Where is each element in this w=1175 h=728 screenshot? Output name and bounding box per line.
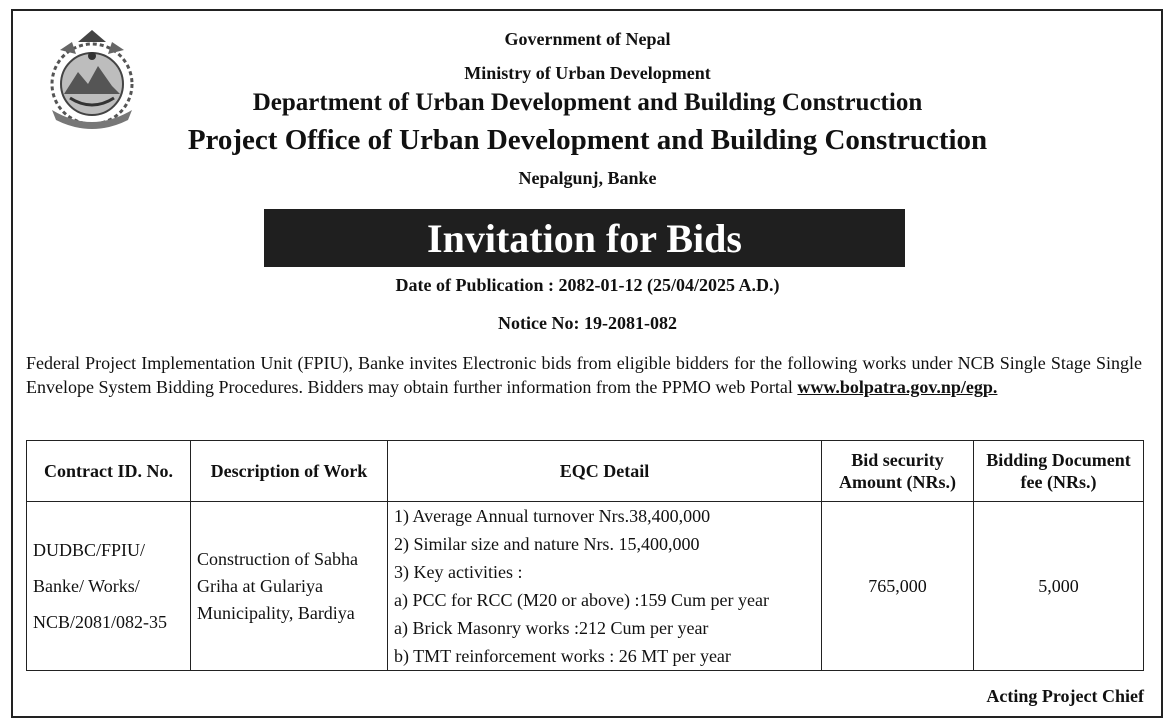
header-bid-security-line2: Amount (NRs.) (839, 472, 956, 492)
header-doc-fee-line1: Bidding Document (986, 450, 1131, 470)
description-line: Municipality, Bardiya (197, 602, 355, 623)
government-line: Government of Nepal (504, 29, 671, 49)
location-line: Nepalgunj, Banke (518, 168, 657, 188)
table-row (27, 502, 1144, 671)
header-description: Description of Work (191, 441, 388, 502)
intro-text: Federal Project Implementation Unit (FPIU), Banke invites Electronic bids from eligible bidders for the following works under NCB Single Stage Single Envelope System Bidding Procedures. Bidders may obtain further information from the PPMO web Portal (26, 353, 1142, 397)
publication-date: Date of Publication : 2082-01-12 (25/04/2025 A.D.) (395, 275, 780, 295)
ppmo-portal-link[interactable]: www.bolpatra.gov.np/egp. (797, 377, 998, 397)
description-cell (191, 502, 388, 671)
header-doc-fee (974, 441, 1144, 502)
bids-table (26, 440, 1144, 671)
page-title: Invitation for Bids (264, 209, 905, 267)
header-bid-security-line1: Bid security (851, 450, 944, 470)
bid-security-cell: 765,000 (822, 502, 974, 671)
contract-id-line: Banke/ Works/ (33, 576, 140, 596)
doc-fee-cell: 5,000 (974, 502, 1144, 671)
department-line: Department of Urban Development and Building Construction (252, 89, 923, 116)
header-eqc: EQC Detail (388, 441, 822, 502)
header-bid-security (822, 441, 974, 502)
contract-id-line: NCB/2081/082-35 (33, 612, 168, 632)
eqc-line: 2) Similar size and nature Nrs. 15,400,000 (394, 534, 700, 554)
header-contract-id: Contract ID. No. (27, 441, 191, 502)
intro-paragraph (26, 351, 1142, 399)
ministry-line: Ministry of Urban Development (464, 63, 711, 83)
eqc-line: a) Brick Masonry works :212 Cum per year (394, 618, 709, 638)
notice-number: Notice No: 19-2081-082 (498, 313, 677, 333)
eqc-line: a) PCC for RCC (M20 or above) :159 Cum per year (394, 590, 769, 610)
eqc-line: 3) Key activities : (394, 562, 523, 582)
description-line: Construction of Sabha (197, 548, 358, 569)
eqc-line: 1) Average Annual turnover Nrs.38,400,000 (394, 506, 711, 526)
eqc-line: b) TMT reinforcement works : 26 MT per year (394, 646, 731, 666)
project-office-line: Project Office of Urban Development and Building Construction (187, 124, 988, 156)
description-line: Griha at Gulariya (197, 575, 323, 596)
contract-id-line: DUDBC/FPIU/ (33, 540, 146, 560)
contract-id-cell (27, 502, 191, 671)
eqc-cell (388, 502, 822, 671)
signatory: Acting Project Chief (986, 686, 1144, 706)
table-header-row (27, 441, 1144, 502)
header-doc-fee-line2: fee (NRs.) (1020, 472, 1097, 492)
